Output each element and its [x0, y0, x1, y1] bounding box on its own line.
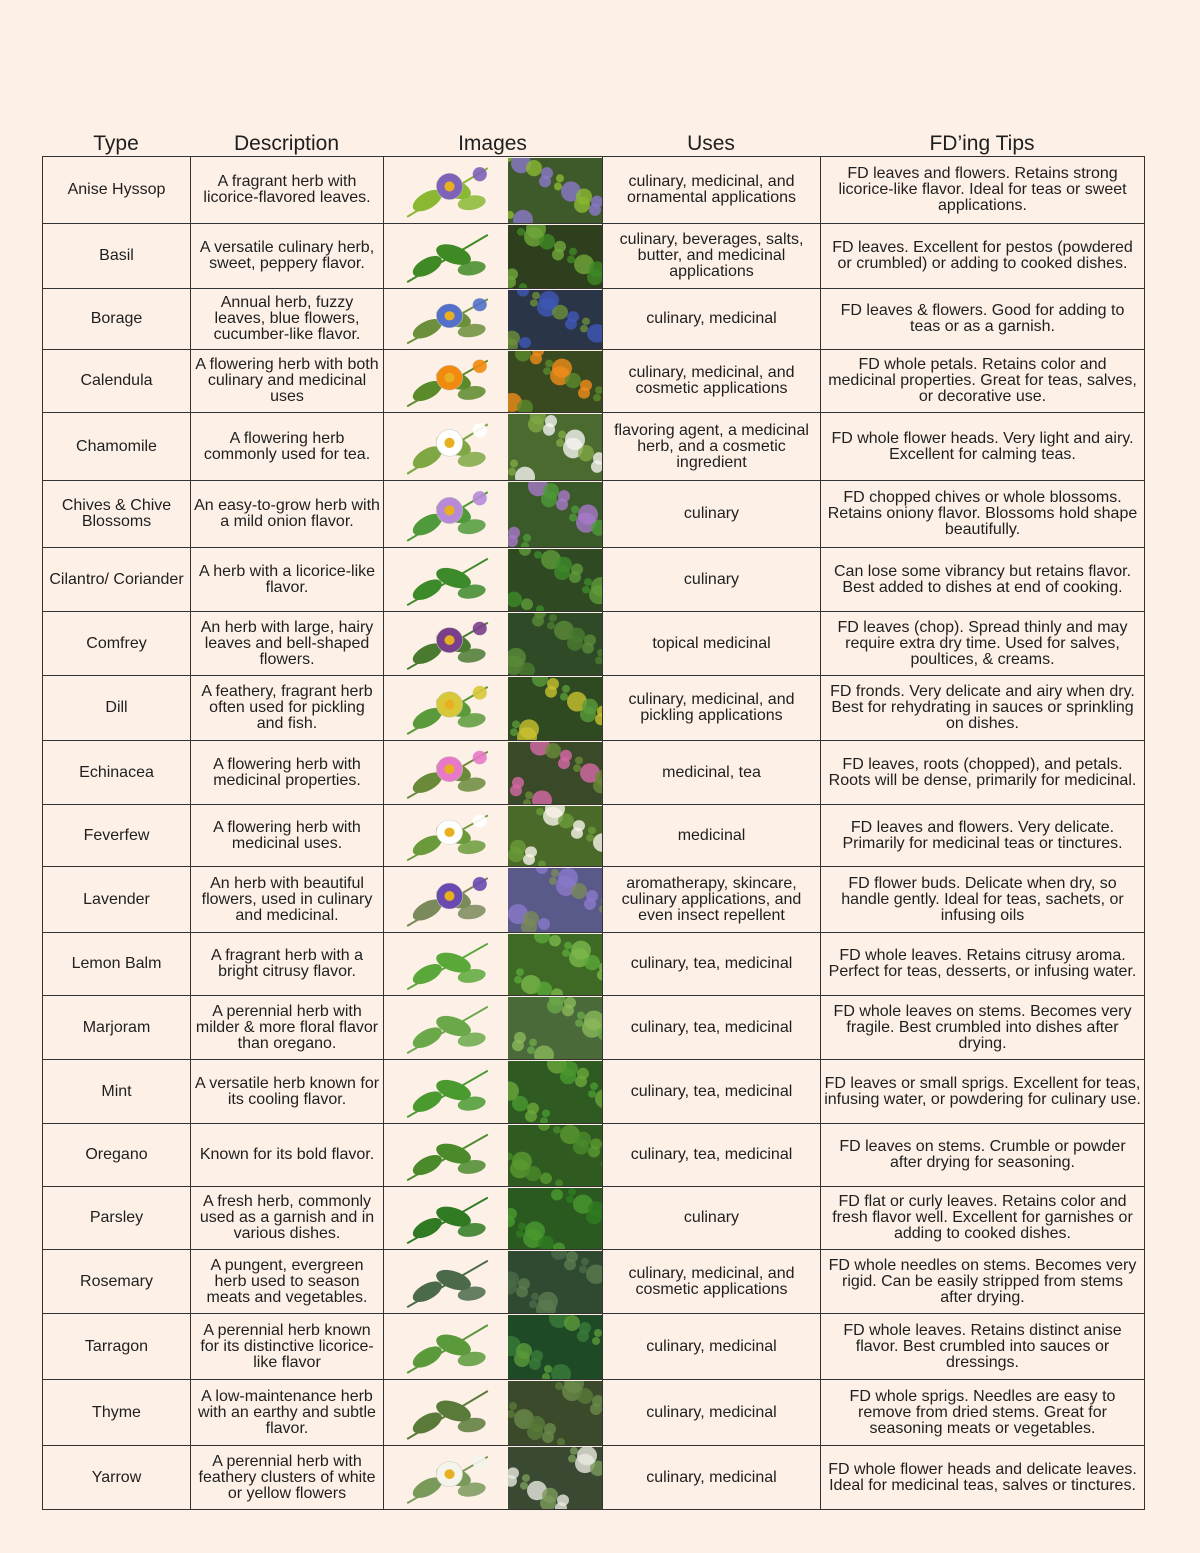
herb-photo-image — [508, 1188, 603, 1249]
table-row — [43, 933, 1145, 996]
herb-type-cell: Rosemary — [43, 1250, 191, 1314]
herb-images-cell — [384, 224, 603, 289]
header-type: Type — [93, 132, 139, 155]
table-row — [43, 548, 1145, 612]
herb-cutout-image — [387, 868, 508, 932]
herb-cutout-image — [387, 1315, 508, 1379]
herb-description-cell: A feathery, fragrant herb often used for pickling and fish. — [191, 676, 384, 741]
herb-photo-image — [508, 677, 603, 740]
table-row — [43, 289, 1145, 350]
herb-cutout-image — [387, 225, 508, 288]
table-row — [43, 612, 1145, 676]
herb-description-cell: A flowering herb with both culinary and medicinal uses — [191, 350, 384, 413]
herb-photo-image — [508, 742, 603, 804]
table-row — [43, 741, 1145, 805]
herb-images-cell — [384, 933, 603, 996]
herb-uses-cell: culinary, medicinal, and ornamental applications — [603, 157, 821, 224]
herb-images-cell — [384, 1446, 603, 1510]
herb-images-cell — [384, 289, 603, 350]
herb-uses-cell: medicinal — [603, 805, 821, 867]
herb-images-cell — [384, 996, 603, 1060]
herb-images-cell — [384, 413, 603, 481]
herb-chart — [42, 130, 1144, 1510]
header-row — [42, 130, 1144, 156]
herb-tips-cell: FD leaves and flowers. Retains strong licorice-like flavor. Ideal for teas or sweet applications. — [821, 157, 1145, 224]
herb-description-cell: An herb with beautiful flowers, used in culinary and medicinal. — [191, 867, 384, 933]
table-row — [43, 1124, 1145, 1187]
herb-tips-cell: FD leaves (chop). Spread thinly and may require extra dry time. Used for salves, poultices, & creams. — [821, 612, 1145, 676]
herb-uses-cell: culinary, tea, medicinal — [603, 996, 821, 1060]
herb-type-cell: Parsley — [43, 1187, 191, 1250]
herb-description-cell: A flowering herb with medicinal properties. — [191, 741, 384, 805]
herb-tips-cell: FD chopped chives or whole blossoms. Retains oniony flavor. Blossoms hold shape beautifully. — [821, 481, 1145, 548]
herb-tips-cell: FD whole leaves on stems. Becomes very fragile. Best crumbled into dishes after drying. — [821, 996, 1145, 1060]
herb-tips-cell: FD whole petals. Retains color and medicinal properties. Great for teas, salves, or decorative use. — [821, 350, 1145, 413]
herb-cutout-image — [387, 1381, 508, 1445]
herb-images-cell — [384, 1187, 603, 1250]
herb-images-cell — [384, 1314, 603, 1380]
herb-images-cell — [384, 350, 603, 413]
herb-uses-cell: flavoring agent, a medicinal herb, and a cosmetic ingredient — [603, 413, 821, 481]
herb-photo-image — [508, 1315, 603, 1379]
herb-type-cell: Calendula — [43, 350, 191, 413]
herb-cutout-image — [387, 1125, 508, 1186]
herb-images-cell — [384, 1380, 603, 1446]
herb-images-cell — [384, 805, 603, 867]
herb-type-cell: Borage — [43, 289, 191, 350]
herb-uses-cell: culinary, tea, medicinal — [603, 1060, 821, 1124]
herb-images-cell — [384, 1250, 603, 1314]
herb-uses-cell: culinary, medicinal — [603, 289, 821, 350]
herb-type-cell: Thyme — [43, 1380, 191, 1446]
herb-photo-image — [508, 868, 603, 932]
herb-cutout-image — [387, 414, 508, 480]
herb-cutout-image — [387, 1251, 508, 1313]
herb-tips-cell: FD leaves on stems. Crumble or powder after drying for seasoning. — [821, 1124, 1145, 1187]
herb-description-cell: An herb with large, hairy leaves and bell-shaped flowers. — [191, 612, 384, 676]
herb-tips-cell: FD flower buds. Delicate when dry, so handle gently. Ideal for teas, sachets, or infusing oils — [821, 867, 1145, 933]
table-row — [43, 350, 1145, 413]
herb-cutout-image — [387, 997, 508, 1059]
herb-type-cell: Chamomile — [43, 413, 191, 481]
herb-cutout-image — [387, 677, 508, 740]
herb-uses-cell: aromatherapy, skincare, culinary applications, and even insect repellent — [603, 867, 821, 933]
herb-uses-cell: culinary, medicinal — [603, 1314, 821, 1380]
herb-type-cell: Echinacea — [43, 741, 191, 805]
header-description: Description — [233, 132, 340, 155]
herb-tips-cell: Can lose some vibrancy but retains flavor. Best added to dishes at end of cooking. — [821, 548, 1145, 612]
herb-type-cell: Marjoram — [43, 996, 191, 1060]
herb-tips-cell: FD whole flower heads and delicate leaves. Ideal for medicinal teas, salves or tinctures. — [821, 1446, 1145, 1510]
herb-photo-image — [508, 613, 603, 675]
herb-images-cell — [384, 481, 603, 548]
herb-photo-image — [508, 351, 603, 412]
herb-uses-cell: culinary — [603, 1187, 821, 1250]
herb-photo-image — [508, 1251, 603, 1313]
herb-tips-cell: FD leaves. Excellent for pestos (powdered or crumbled) or adding to cooked dishes. — [821, 224, 1145, 289]
herb-images-cell — [384, 867, 603, 933]
header-tips: FD’ing Tips — [929, 132, 1035, 155]
herb-photo-image — [508, 934, 603, 995]
herb-cutout-image — [387, 158, 508, 223]
herb-images-cell — [384, 741, 603, 805]
herb-tips-cell: FD leaves & flowers. Good for adding to teas or as a garnish. — [821, 289, 1145, 350]
herb-type-cell: Lavender — [43, 867, 191, 933]
herb-images-cell — [384, 157, 603, 224]
herb-description-cell: A perennial herb with milder & more floral flavor than oregano. — [191, 996, 384, 1060]
table-row — [43, 157, 1145, 224]
herb-uses-cell: culinary, medicinal — [603, 1446, 821, 1510]
herb-tips-cell: FD leaves, roots (chopped), and petals. Roots will be dense, primarily for medicinal. — [821, 741, 1145, 805]
table-row — [43, 1314, 1145, 1380]
herb-uses-cell: culinary — [603, 481, 821, 548]
herb-cutout-image — [387, 1061, 508, 1123]
herb-description-cell: A pungent, evergreen herb used to season meats and vegetables. — [191, 1250, 384, 1314]
herb-images-cell — [384, 1124, 603, 1187]
herb-uses-cell: culinary, tea, medicinal — [603, 933, 821, 996]
herb-images-cell — [384, 676, 603, 741]
herb-description-cell: A versatile herb known for its cooling flavor. — [191, 1060, 384, 1124]
herb-table — [42, 156, 1145, 1510]
table-row — [43, 413, 1145, 481]
table-row — [43, 1060, 1145, 1124]
herb-description-cell: A fragrant herb with a bright citrusy flavor. — [191, 933, 384, 996]
herb-uses-cell: culinary, medicinal, and cosmetic applications — [603, 1250, 821, 1314]
herb-tips-cell: FD whole needles on stems. Becomes very rigid. Can be easily stripped from stems after drying. — [821, 1250, 1145, 1314]
herb-cutout-image — [387, 1188, 508, 1249]
table-row — [43, 1446, 1145, 1510]
herb-uses-cell: medicinal, tea — [603, 741, 821, 805]
herb-photo-image — [508, 1061, 603, 1123]
header-uses: Uses — [687, 132, 735, 155]
herb-type-cell: Basil — [43, 224, 191, 289]
herb-photo-image — [508, 414, 603, 480]
table-row — [43, 224, 1145, 289]
herb-description-cell: A fragrant herb with licorice-flavored leaves. — [191, 157, 384, 224]
herb-tips-cell: FD leaves or small sprigs. Excellent for teas, infusing water, or powdering for culinary use. — [821, 1060, 1145, 1124]
herb-description-cell: A flowering herb commonly used for tea. — [191, 413, 384, 481]
table-row — [43, 805, 1145, 867]
herb-cutout-image — [387, 351, 508, 412]
herb-type-cell: Comfrey — [43, 612, 191, 676]
table-row — [43, 676, 1145, 741]
herb-description-cell: A flowering herb with medicinal uses. — [191, 805, 384, 867]
herb-tips-cell: FD whole leaves. Retains citrusy aroma. Perfect for teas, desserts, or infusing water. — [821, 933, 1145, 996]
herb-type-cell: Tarragon — [43, 1314, 191, 1380]
table-row — [43, 481, 1145, 548]
herb-tips-cell: FD whole sprigs. Needles are easy to remove from dried stems. Great for seasoning meats or vegetables. — [821, 1380, 1145, 1446]
herb-description-cell: Annual herb, fuzzy leaves, blue flowers, cucumber-like flavor. — [191, 289, 384, 350]
herb-uses-cell: culinary, medicinal, and cosmetic applications — [603, 350, 821, 413]
herb-cutout-image — [387, 613, 508, 675]
herb-type-cell: Mint — [43, 1060, 191, 1124]
table-row — [43, 1187, 1145, 1250]
herb-uses-cell: topical medicinal — [603, 612, 821, 676]
herb-type-cell: Anise Hyssop — [43, 157, 191, 224]
herb-type-cell: Yarrow — [43, 1446, 191, 1510]
herb-cutout-image — [387, 1447, 508, 1509]
herb-description-cell: An easy-to-grow herb with a mild onion flavor. — [191, 481, 384, 548]
herb-photo-image — [508, 482, 603, 547]
herb-images-cell — [384, 612, 603, 676]
table-row — [43, 996, 1145, 1060]
herb-tips-cell: FD fronds. Very delicate and airy when dry. Best for rehydrating in sauces or sprinkling on dishes. — [821, 676, 1145, 741]
herb-uses-cell: culinary — [603, 548, 821, 612]
herb-photo-image — [508, 1381, 603, 1445]
herb-photo-image — [508, 1125, 603, 1186]
herb-tips-cell: FD whole flower heads. Very light and airy. Excellent for calming teas. — [821, 413, 1145, 481]
herb-images-cell — [384, 1060, 603, 1124]
herb-type-cell: Cilantro/ Coriander — [43, 548, 191, 612]
herb-type-cell: Oregano — [43, 1124, 191, 1187]
herb-cutout-image — [387, 549, 508, 611]
herb-images-cell — [384, 548, 603, 612]
herb-description-cell: A herb with a licorice-like flavor. — [191, 548, 384, 612]
herb-photo-image — [508, 997, 603, 1059]
herb-photo-image — [508, 1447, 603, 1509]
header-images: Images — [458, 132, 527, 155]
herb-type-cell: Dill — [43, 676, 191, 741]
herb-photo-image — [508, 290, 603, 349]
herb-photo-image — [508, 806, 603, 866]
herb-type-cell: Chives & Chive Blossoms — [43, 481, 191, 548]
herb-cutout-image — [387, 934, 508, 995]
herb-cutout-image — [387, 742, 508, 804]
herb-cutout-image — [387, 290, 508, 349]
herb-description-cell: A versatile culinary herb, sweet, peppery flavor. — [191, 224, 384, 289]
herb-uses-cell: culinary, tea, medicinal — [603, 1124, 821, 1187]
herb-tips-cell: FD leaves and flowers. Very delicate. Primarily for medicinal teas or tinctures. — [821, 805, 1145, 867]
herb-photo-image — [508, 549, 603, 611]
herb-photo-image — [508, 158, 603, 223]
herb-photo-image — [508, 225, 603, 288]
herb-cutout-image — [387, 806, 508, 866]
herb-type-cell: Feverfew — [43, 805, 191, 867]
herb-tips-cell: FD whole leaves. Retains distinct anise flavor. Best crumbled into sauces or dressings. — [821, 1314, 1145, 1380]
table-row — [43, 1250, 1145, 1314]
herb-uses-cell: culinary, beverages, salts, butter, and medicinal applications — [603, 224, 821, 289]
herb-description-cell: A perennial herb with feathery clusters of white or yellow flowers — [191, 1446, 384, 1510]
herb-tips-cell: FD flat or curly leaves. Retains color and fresh flavor well. Excellent for garnishes or adding to cooked dishes. — [821, 1187, 1145, 1250]
herb-description-cell: A low-maintenance herb with an earthy and subtle flavor. — [191, 1380, 384, 1446]
table-row — [43, 1380, 1145, 1446]
herb-uses-cell: culinary, medicinal, and pickling applications — [603, 676, 821, 741]
herb-description-cell: A perennial herb known for its distinctive licorice-like flavor — [191, 1314, 384, 1380]
herb-description-cell: A fresh herb, commonly used as a garnish and in various dishes. — [191, 1187, 384, 1250]
table-row — [43, 867, 1145, 933]
herb-cutout-image — [387, 482, 508, 547]
herb-type-cell: Lemon Balm — [43, 933, 191, 996]
herb-uses-cell: culinary, medicinal — [603, 1380, 821, 1446]
herb-description-cell: Known for its bold flavor. — [191, 1124, 384, 1187]
